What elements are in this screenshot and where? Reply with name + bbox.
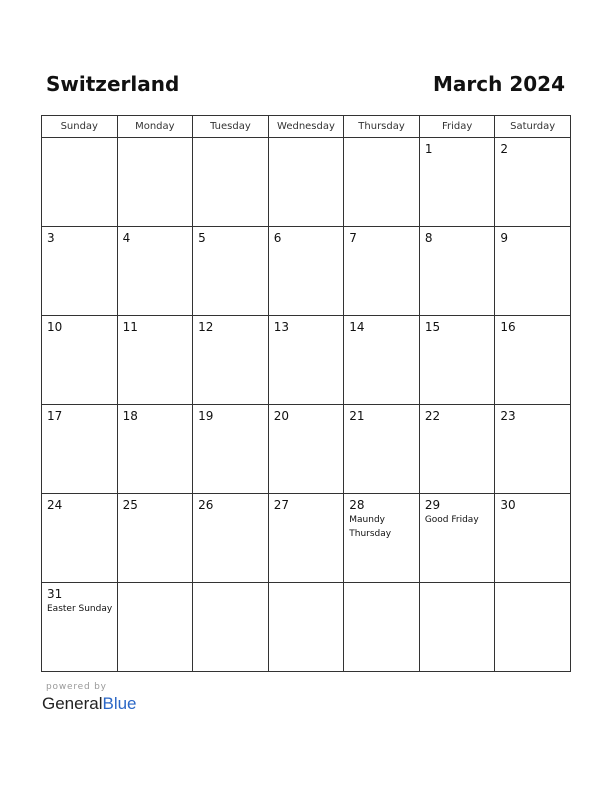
day-cell — [344, 138, 420, 227]
day-cell — [268, 138, 344, 227]
day-cell — [42, 405, 118, 494]
day-cell — [193, 494, 269, 583]
day-number: 19 — [198, 409, 214, 423]
day-number: 8 — [424, 231, 433, 245]
holiday-label: Good Friday — [424, 515, 479, 525]
country-title: Switzerland — [46, 72, 180, 96]
day-cell — [419, 494, 495, 583]
day-number: 11 — [122, 320, 138, 334]
day-cell — [42, 583, 118, 672]
day-cell — [419, 405, 495, 494]
weekday-monday: Monday — [117, 116, 193, 138]
day-cell — [193, 583, 269, 672]
day-cell — [344, 494, 420, 583]
day-cell — [495, 494, 571, 583]
day-cell — [193, 316, 269, 405]
day-number: 13 — [273, 320, 289, 334]
day-number: 14 — [349, 320, 365, 334]
day-number: 20 — [273, 409, 289, 423]
day-cell — [193, 227, 269, 316]
day-number: 27 — [273, 498, 289, 512]
day-cell — [193, 405, 269, 494]
day-number: 29 — [424, 498, 441, 512]
month-year-title: March 2024 — [433, 72, 565, 96]
weekday-thursday: Thursday — [344, 116, 420, 138]
day-cell — [344, 316, 420, 405]
day-cell — [495, 316, 571, 405]
week-row — [42, 405, 571, 494]
day-cell — [117, 316, 193, 405]
day-number: 21 — [349, 409, 365, 423]
day-number: 30 — [500, 498, 516, 512]
day-number: 16 — [500, 320, 516, 334]
week-row — [42, 138, 571, 227]
day-cell — [268, 227, 344, 316]
weekday-tuesday: Tuesday — [193, 116, 269, 138]
week-row — [42, 227, 571, 316]
day-cell — [117, 405, 193, 494]
day-number: 26 — [198, 498, 214, 512]
day-cell — [117, 583, 193, 672]
weekday-friday: Friday — [419, 116, 495, 138]
generalblue-logo[interactable] — [42, 693, 137, 715]
day-cell — [42, 494, 118, 583]
week-row — [42, 494, 571, 583]
holiday-label: Maundy Thursday — [349, 515, 392, 539]
day-cell — [117, 227, 193, 316]
powered-by-text: powered by — [46, 682, 107, 692]
day-number: 6 — [273, 231, 282, 245]
weekday-sunday: Sunday — [42, 116, 118, 138]
brand-blue-text: Blue — [102, 694, 137, 713]
day-cell — [117, 494, 193, 583]
day-cell — [344, 583, 420, 672]
day-number: 2 — [500, 142, 509, 156]
day-cell — [268, 583, 344, 672]
weekday-header-row — [42, 116, 571, 138]
day-number: 15 — [424, 320, 441, 334]
day-number: 17 — [47, 409, 63, 423]
holiday-label: Easter Sunday — [47, 604, 113, 614]
day-number: 24 — [47, 498, 63, 512]
day-cell — [419, 227, 495, 316]
day-cell — [42, 227, 118, 316]
day-cell — [268, 405, 344, 494]
day-number: 12 — [198, 320, 214, 334]
day-cell — [117, 138, 193, 227]
week-row — [42, 316, 571, 405]
day-cell — [419, 316, 495, 405]
day-number: 22 — [424, 409, 441, 423]
day-cell — [419, 138, 495, 227]
day-cell — [42, 138, 118, 227]
day-cell — [42, 316, 118, 405]
weekday-wednesday: Wednesday — [268, 116, 344, 138]
day-cell — [495, 583, 571, 672]
day-number: 23 — [500, 409, 516, 423]
day-cell — [495, 138, 571, 227]
calendar-grid — [41, 115, 571, 672]
day-number: 3 — [47, 231, 55, 245]
day-cell — [344, 405, 420, 494]
day-cell — [419, 583, 495, 672]
day-number: 7 — [349, 231, 357, 245]
day-number: 18 — [122, 409, 138, 423]
day-number: 1 — [424, 142, 433, 156]
day-number: 31 — [47, 587, 63, 601]
day-number: 9 — [500, 231, 509, 245]
day-number: 4 — [122, 231, 131, 245]
week-row — [42, 583, 571, 672]
day-cell — [193, 138, 269, 227]
day-cell — [268, 316, 344, 405]
day-cell — [268, 494, 344, 583]
day-cell — [344, 227, 420, 316]
day-cell — [495, 405, 571, 494]
day-number: 10 — [47, 320, 63, 334]
day-cell — [495, 227, 571, 316]
brand-general-text: General — [42, 694, 103, 713]
day-number: 28 — [349, 498, 365, 512]
weekday-saturday: Saturday — [495, 116, 571, 138]
day-number: 25 — [122, 498, 138, 512]
day-number: 5 — [198, 231, 206, 245]
